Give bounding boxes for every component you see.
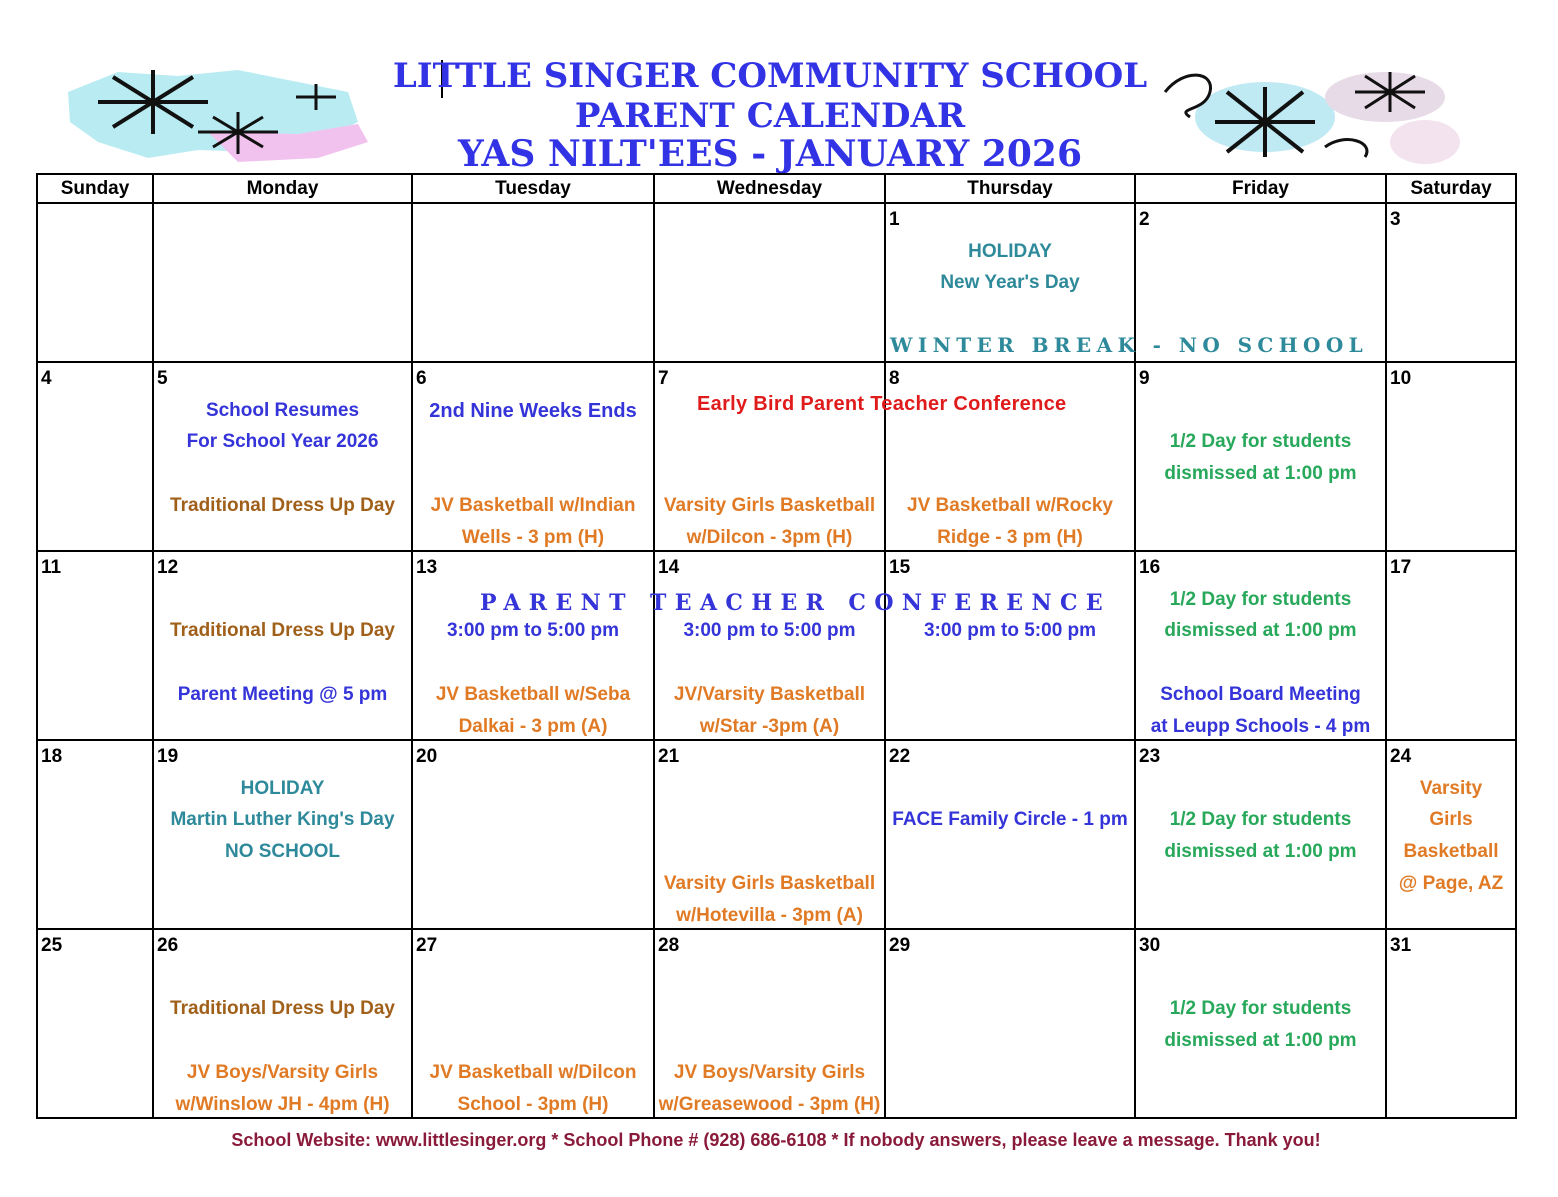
day-cell-28	[654, 929, 885, 1118]
event-text: New Year's Day	[940, 272, 1080, 293]
day-number: 26	[157, 935, 179, 956]
day-number: 17	[1390, 557, 1412, 578]
day-number: 30	[1139, 935, 1161, 956]
day-cell-15	[885, 551, 1135, 740]
day-cell-14	[654, 551, 885, 740]
day-cell-4	[37, 362, 153, 551]
day-number: 9	[1139, 368, 1150, 389]
snowflake-decoration-right	[1155, 62, 1465, 166]
day-number: 12	[157, 557, 179, 578]
day-number: 27	[416, 935, 438, 956]
day-number: 28	[658, 935, 680, 956]
event-text: HOLIDAY	[240, 778, 325, 799]
event-text: Girls	[1429, 809, 1473, 830]
day-cell-10	[1386, 362, 1516, 551]
event-text: School Board Meeting	[1160, 684, 1361, 705]
day-number: 24	[1390, 746, 1412, 767]
day-number: 13	[416, 557, 438, 578]
day-cell-empty	[412, 203, 654, 362]
day-cell-7	[654, 362, 885, 551]
day-cell-19	[153, 740, 412, 929]
day-cell-12	[153, 551, 412, 740]
event-text: 1/2 Day for students	[1169, 589, 1352, 610]
day-number: 23	[1139, 746, 1161, 767]
week-row	[37, 929, 1516, 1118]
day-cell-16	[1135, 551, 1386, 740]
day-cell-empty	[654, 203, 885, 362]
day-number: 19	[157, 746, 179, 767]
calendar-title: PARENT CALENDAR	[574, 96, 966, 136]
day-cell-26	[153, 929, 412, 1118]
event-text: dismissed at 1:00 pm	[1164, 463, 1357, 484]
day-cell-17	[1386, 551, 1516, 740]
weekday-header: Monday	[153, 174, 412, 203]
day-number: 1	[889, 209, 900, 230]
weekday-header-row	[37, 174, 1516, 203]
event-text: 3:00 pm to 5:00 pm	[446, 620, 620, 641]
event-text: w/Hotevilla - 3pm (A)	[676, 905, 863, 926]
day-number: 5	[157, 368, 168, 389]
day-number: 11	[41, 557, 62, 578]
event-text: 1/2 Day for students	[1169, 431, 1352, 452]
day-cell-23	[1135, 740, 1386, 929]
day-number: 10	[1390, 368, 1412, 389]
day-number: 14	[658, 557, 680, 578]
event-text: JV/Varsity Basketball	[673, 684, 866, 705]
event-text: JV Boys/Varsity Girls	[186, 1062, 379, 1083]
event-text: w/Winslow JH - 4pm (H)	[175, 1094, 390, 1115]
event-text: Varsity Girls Basketball	[663, 495, 876, 516]
event-text: Traditional Dress Up Day	[170, 620, 395, 641]
event-text: JV Basketball w/Indian	[430, 495, 636, 516]
week-row	[37, 362, 1516, 551]
event-text: Ridge - 3 pm (H)	[937, 527, 1083, 548]
weekday-header: Friday	[1135, 174, 1386, 203]
calendar-grid	[36, 173, 1517, 1119]
snowflake-decoration-left	[58, 62, 378, 170]
month-title: YAS NILT'EES - JANUARY 2026	[457, 133, 1082, 175]
event-text: Basketball	[1403, 841, 1499, 862]
event-text: School - 3pm (H)	[457, 1094, 609, 1115]
day-cell-13	[412, 551, 654, 740]
event-text: w/Greasewood - 3pm (H)	[658, 1094, 881, 1115]
weekday-header: Wednesday	[654, 174, 885, 203]
day-number: 2	[1139, 209, 1150, 230]
event-text: JV Basketball w/Dilcon	[429, 1062, 637, 1083]
day-cell-20	[412, 740, 654, 929]
day-cell-18	[37, 740, 153, 929]
event-text: at Leupp Schools - 4 pm	[1150, 716, 1371, 737]
event-text: w/Dilcon - 3pm (H)	[686, 527, 853, 548]
event-text: dismissed at 1:00 pm	[1164, 1030, 1357, 1051]
day-number: 7	[658, 368, 669, 389]
weekday-header: Sunday	[37, 174, 153, 203]
day-number: 21	[658, 746, 680, 767]
event-text: Varsity Girls Basketball	[663, 873, 876, 894]
winter-break-banner: WINTER BREAK - NO SCHOOL	[890, 333, 1369, 357]
day-cell-27	[412, 929, 654, 1118]
event-text: dismissed at 1:00 pm	[1164, 841, 1357, 862]
event-text: JV Basketball w/Rocky	[907, 495, 1113, 516]
day-cell-21	[654, 740, 885, 929]
day-number: 6	[416, 368, 427, 389]
day-number: 31	[1390, 935, 1412, 956]
event-text: NO SCHOOL	[224, 841, 341, 862]
event-text: Dalkai - 3 pm (A)	[458, 716, 608, 737]
event-text: HOLIDAY	[968, 241, 1052, 262]
event-text: 2nd Nine Weeks Ends	[429, 400, 637, 422]
event-text: For School Year 2026	[186, 431, 379, 452]
early-bird-conference-banner: Early Bird Parent Teacher Conference	[697, 393, 1067, 415]
event-text: JV Basketball w/Seba	[435, 684, 631, 705]
day-cell-5	[153, 362, 412, 551]
event-text: 3:00 pm to 5:00 pm	[683, 620, 856, 641]
school-name-title: LITTLE SINGER COMMUNITY SCHOOL	[392, 56, 1148, 96]
day-number: 15	[889, 557, 911, 578]
event-text: Traditional Dress Up Day	[170, 998, 395, 1019]
day-cell-31	[1386, 929, 1516, 1118]
event-text: Traditional Dress Up Day	[170, 495, 395, 516]
day-cell-25	[37, 929, 153, 1118]
event-text: w/Star -3pm (A)	[699, 716, 840, 737]
event-text: School Resumes	[205, 400, 360, 421]
weekday-header: Saturday	[1386, 174, 1516, 203]
day-cell-30	[1135, 929, 1386, 1118]
event-text: 3:00 pm to 5:00 pm	[923, 620, 1097, 641]
week-row	[37, 740, 1516, 929]
parent-teacher-conference-banner: PARENT TEACHER CONFERENCE	[480, 590, 1112, 616]
event-text: JV Boys/Varsity Girls	[673, 1062, 866, 1083]
day-number: 4	[41, 368, 52, 389]
day-cell-3	[1386, 203, 1516, 362]
day-number: 25	[41, 935, 63, 956]
event-text: Varsity	[1419, 778, 1483, 799]
day-number: 29	[889, 935, 911, 956]
day-cell-29	[885, 929, 1135, 1118]
day-number: 3	[1390, 209, 1401, 230]
weekday-header: Thursday	[885, 174, 1135, 203]
day-cell-empty	[37, 203, 153, 362]
day-cell-empty	[153, 203, 412, 362]
event-text: @ Page, AZ	[1398, 873, 1504, 894]
day-cell-6	[412, 362, 654, 551]
day-number: 16	[1139, 557, 1161, 578]
event-text: Parent Meeting @ 5 pm	[177, 684, 388, 705]
day-cell-22	[885, 740, 1135, 929]
day-cell-8	[885, 362, 1135, 551]
day-cell-9	[1135, 362, 1386, 551]
day-cell-11	[37, 551, 153, 740]
event-text: Wells - 3 pm (H)	[461, 527, 605, 548]
event-text: 1/2 Day for students	[1169, 998, 1352, 1019]
day-number: 20	[416, 746, 438, 767]
event-text: dismissed at 1:00 pm	[1164, 620, 1357, 641]
event-text: 1/2 Day for students	[1169, 809, 1352, 830]
footer-contact-info: School Website: www.littlesinger.org * School Phone # (928) 686-6108 * If nobody answers, please leave a message. Thank you!	[231, 1130, 1321, 1150]
weekday-header: Tuesday	[412, 174, 654, 203]
day-number: 22	[889, 746, 911, 767]
week-row	[37, 551, 1516, 740]
event-text: Martin Luther King's Day	[170, 809, 395, 830]
day-cell-24	[1386, 740, 1516, 929]
event-text: FACE Family Circle - 1 pm	[892, 809, 1128, 830]
day-number: 8	[889, 368, 900, 389]
day-number: 18	[41, 746, 63, 767]
